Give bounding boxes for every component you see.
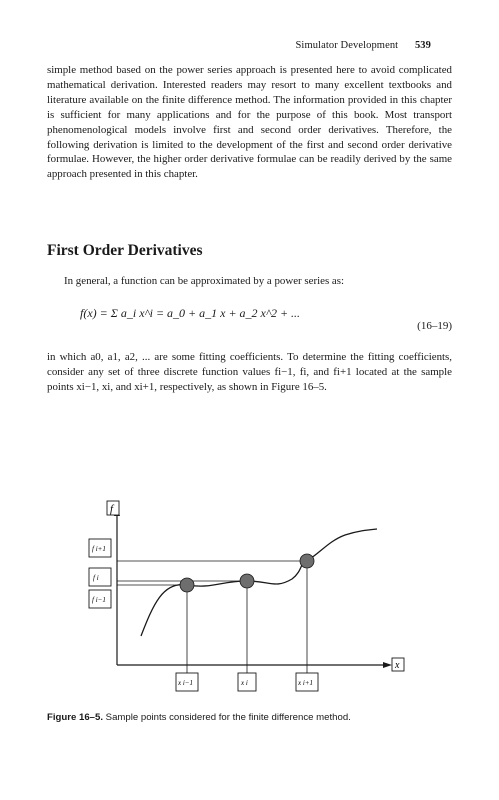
lead-in-paragraph: In general, a function can be approximated by a power series as: <box>64 275 345 287</box>
x-label-prev: x i−1 <box>178 679 194 687</box>
intro-paragraph: simple method based on the power series approach is presented here to avoid complicated mathematical derivation. Interested readers may resort to many excellent textbooks and literature available on the finite difference method. The information provided in this chapter is sufficient for many applications and for the purpose of this book. Most transport phenomenological models involve first and second order derivatives. Therefore, the following derivation is limited to the development of the first and second order derivative formulae. However, the higher order derivative formulae can be readily derived by the same approach presented in this chapter. <box>47 64 452 181</box>
sample-point-prev <box>180 578 194 592</box>
x-axis-label: x <box>395 660 400 671</box>
sample-point-next <box>300 554 314 568</box>
y-label-f-prev: f i−1 <box>92 596 106 604</box>
page-number: 539 <box>414 40 431 51</box>
caption-label: Figure 16–5. <box>47 712 103 723</box>
figure-caption <box>47 712 351 723</box>
x-axis-arrow <box>383 662 392 668</box>
y-label-f-next: f i+1 <box>92 545 106 553</box>
y-axis-label: f <box>110 503 114 515</box>
sample-points-figure <box>92 495 415 700</box>
y-label-f-curr: f i <box>93 574 99 582</box>
power-series-equation <box>80 300 452 346</box>
running-head <box>295 40 431 51</box>
caption-text: Sample points considered for the finite difference method. <box>105 712 351 723</box>
following-paragraph: in which a0, a1, a2, ... are some fitting coefficients. To determine the fitting coefficients, consider any set of three discrete function values fi−1, fi, and fi+1 located at the sample points xi−1, xi, and xi+1, respectively, as shown in Figure 16–5. <box>47 351 452 393</box>
section-heading: First Order Derivatives <box>47 242 203 259</box>
x-label-next: x i+1 <box>298 679 314 687</box>
equation-body: f(x) = Σ a_i x^i = a_0 + a_1 x + a_2 x^2 + ... <box>80 306 301 320</box>
x-label-curr: x i <box>241 679 248 687</box>
equation-number: (16–19) <box>417 320 452 332</box>
sample-point-curr <box>240 574 254 588</box>
running-title: Simulator Development <box>295 40 399 51</box>
function-curve <box>141 529 377 636</box>
